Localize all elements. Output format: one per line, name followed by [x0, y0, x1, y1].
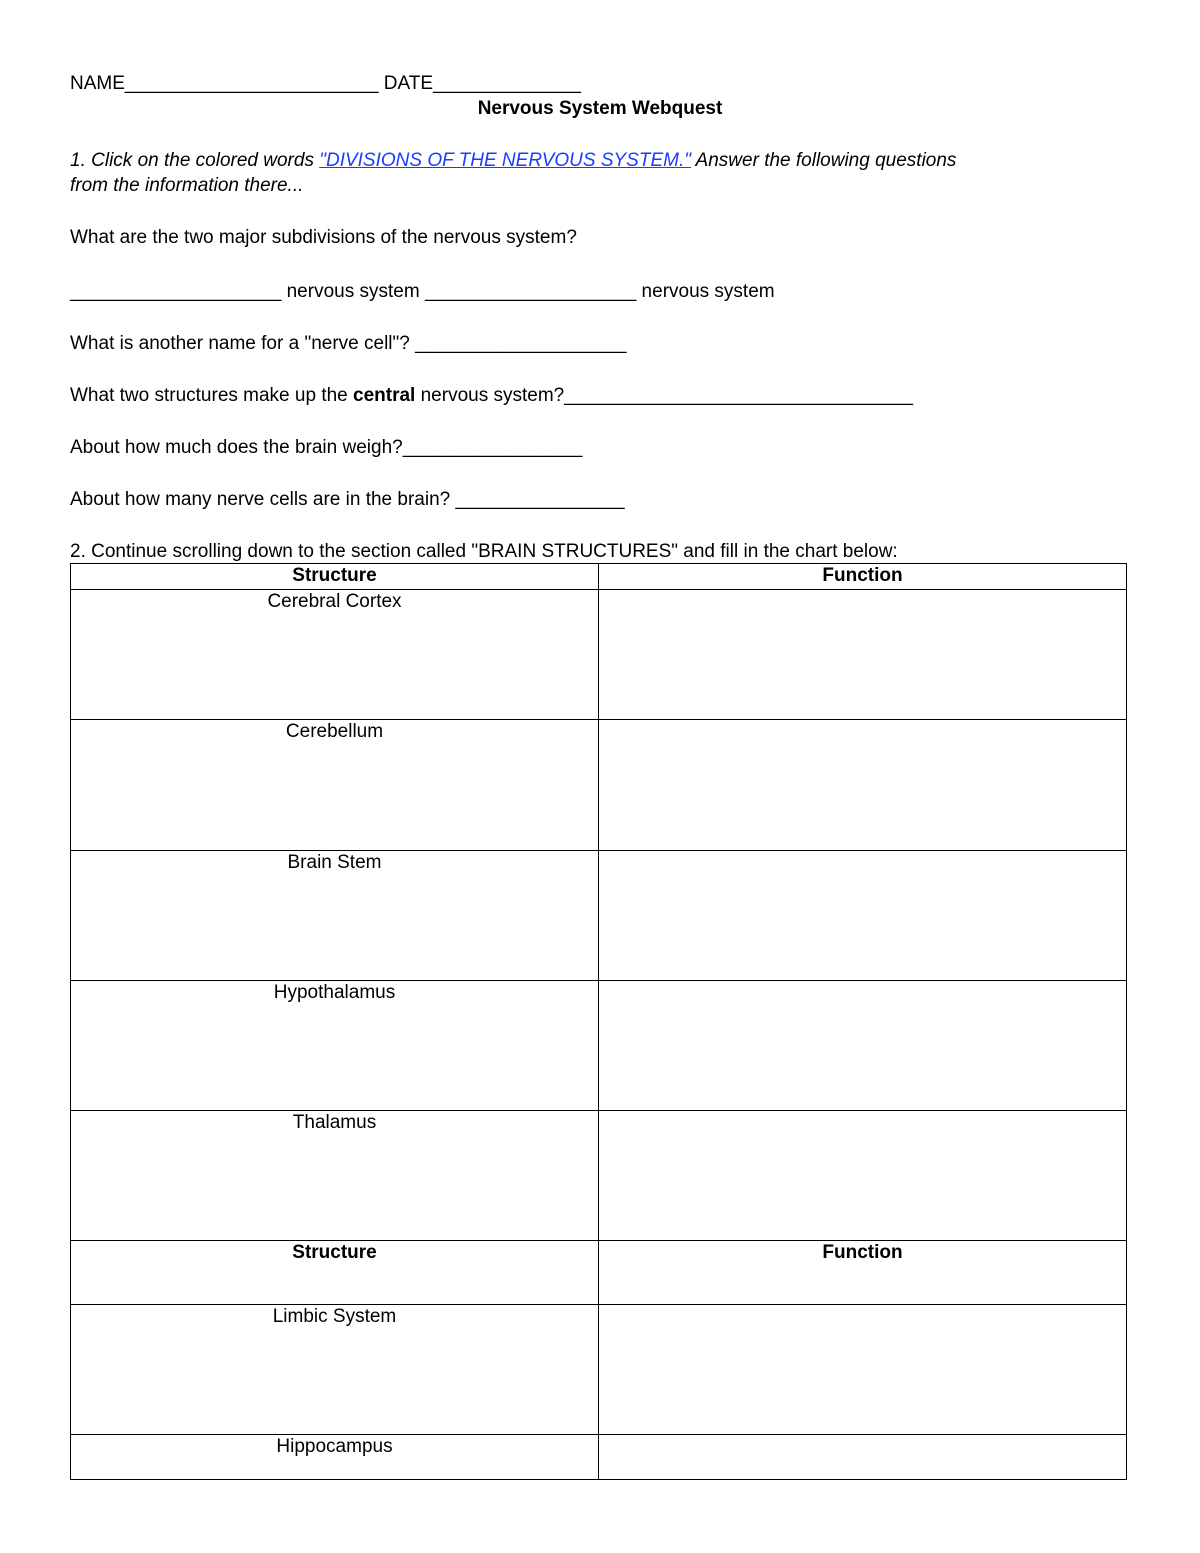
- chart-header-row: [71, 564, 1127, 590]
- question-2: 2. Continue scrolling down to the section called "BRAIN STRUCTURES" and fill in the chart below:: [70, 541, 898, 562]
- structure-cell: Cerebral Cortex: [71, 590, 599, 720]
- question-1-line-2: from the information there...: [70, 175, 304, 196]
- function-cell[interactable]: [599, 590, 1127, 720]
- function-cell[interactable]: [599, 1305, 1127, 1435]
- function-header: Function: [599, 564, 1127, 590]
- question-subdivisions: What are the two major subdivisions of the nervous system?: [70, 227, 577, 248]
- structure-cell: Hypothalamus: [71, 981, 599, 1111]
- function-cell[interactable]: [599, 1435, 1127, 1480]
- date-blank[interactable]: ______________: [433, 73, 581, 94]
- question-central-after: nervous system?_________________________________: [415, 385, 913, 406]
- table-row: [71, 590, 1127, 720]
- question-nerve-cells-count[interactable]: About how many nerve cells are in the brain? ________________: [70, 489, 625, 510]
- structure-cell: Limbic System: [71, 1305, 599, 1435]
- structure-header-2: Structure: [71, 1241, 599, 1305]
- question-central-bold: central: [353, 385, 416, 406]
- function-cell[interactable]: [599, 981, 1127, 1111]
- table-row: [71, 720, 1127, 851]
- question-1-prefix: 1. Click on the colored words: [70, 150, 320, 171]
- name-blank[interactable]: ________________________: [124, 73, 379, 94]
- answer-subdivisions[interactable]: ____________________ nervous system ____________________ nervous system: [70, 281, 775, 302]
- structure-cell: Brain Stem: [71, 851, 599, 981]
- question-central-before: What two structures make up the: [70, 385, 354, 406]
- divisions-link[interactable]: "DIVISIONS OF THE NERVOUS SYSTEM.": [319, 150, 691, 171]
- question-nerve-cell[interactable]: What is another name for a "nerve cell"? ____________________: [70, 333, 627, 354]
- question-central[interactable]: [70, 384, 913, 408]
- table-row: [71, 1305, 1127, 1435]
- structure-header: Structure: [71, 564, 599, 590]
- structure-cell: Thalamus: [71, 1111, 599, 1241]
- function-cell[interactable]: [599, 1111, 1127, 1241]
- function-cell[interactable]: [599, 851, 1127, 981]
- question-brain-weight[interactable]: About how much does the brain weigh?_________________: [70, 437, 583, 458]
- table-row: [71, 851, 1127, 981]
- table-row: [71, 981, 1127, 1111]
- page-title: Nervous System Webquest: [477, 98, 723, 119]
- brain-structures-chart: [70, 563, 1127, 1480]
- question-1-line-1: [70, 149, 956, 173]
- structure-cell: Cerebellum: [71, 720, 599, 851]
- structure-cell: Hippocampus: [71, 1435, 599, 1480]
- table-row: [71, 1111, 1127, 1241]
- table-row: [71, 1435, 1127, 1480]
- function-header-2: Function: [599, 1241, 1127, 1305]
- name-date-line: [70, 72, 581, 96]
- chart-header-row-2: [71, 1241, 1127, 1305]
- question-1-suffix: Answer the following questions: [690, 150, 957, 171]
- name-label: NAME: [70, 73, 125, 94]
- function-cell[interactable]: [599, 720, 1127, 851]
- date-label: DATE: [378, 73, 434, 94]
